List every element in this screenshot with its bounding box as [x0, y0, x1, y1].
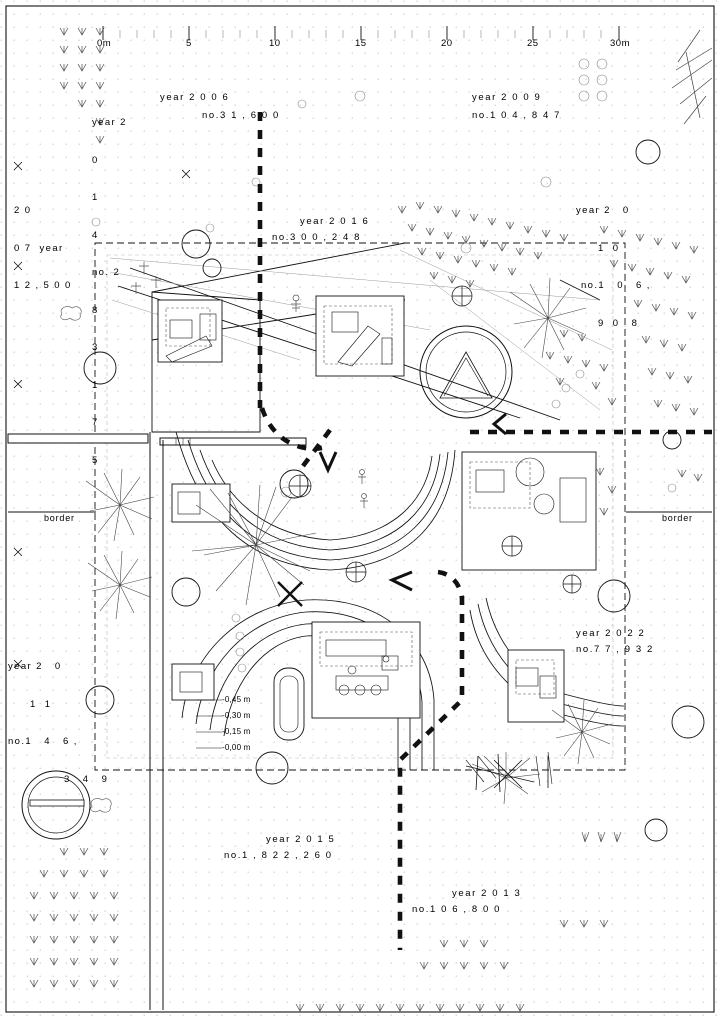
- depth-label-015: -0,15 m: [222, 727, 251, 736]
- vline-0: year 2 0: [576, 205, 630, 216]
- annotation-2011-vertical: [8, 636, 108, 811]
- vline-4: no. 2: [92, 267, 121, 278]
- vline-5: 8: [92, 304, 99, 316]
- border-label-right: border: [662, 513, 693, 523]
- annotation-2022-no: no.7 7 , 9 3 2: [576, 644, 654, 655]
- annotation-2013-year: year 2 0 1 3: [452, 888, 522, 899]
- annotation-2009-no: no.1 0 4 , 8 4 7: [472, 110, 561, 121]
- vline-6: 3: [92, 342, 99, 353]
- annotation-2006-no: no.3 1 , 6 0 0: [202, 110, 280, 121]
- vline-8: 7: [92, 417, 99, 428]
- vline-0: year 2: [92, 117, 127, 128]
- scale-tick-30m: 30m: [610, 38, 630, 49]
- vline-2: no.1 4 6 ,: [8, 736, 78, 747]
- annotation-2022-year: year 2 0 2 2: [576, 628, 646, 639]
- depth-label-030: -0,30 m: [222, 711, 251, 720]
- annotation-2013-no: no.1 0 6 , 8 0 0: [412, 904, 501, 915]
- annotation-2007-vertical: [14, 180, 72, 318]
- vline-3: 4: [92, 229, 99, 241]
- scale-tick-5: 5: [186, 38, 192, 49]
- vline-7: 1: [92, 379, 99, 391]
- depth-label-000: -0,00 m: [222, 743, 251, 752]
- vline-1: 0: [92, 154, 99, 166]
- annotation-2016-no: no.3 0 0 , 2 4 8: [272, 232, 361, 243]
- scale-tick-20: 20: [441, 38, 453, 49]
- vline-3: 9 0 8: [598, 317, 639, 329]
- annotation-2015-year: year 2 0 1 5: [266, 834, 336, 845]
- annotation-2016-year: year 2 0 1 6: [300, 216, 370, 227]
- border-label-left: border: [44, 513, 75, 523]
- vline-2: no.1 0 6 ,: [581, 280, 651, 291]
- annotation-2015-no: no.1 , 8 2 2 , 2 6 0: [224, 850, 333, 861]
- annotation-2010-vertical: [576, 180, 651, 355]
- vline-9: 5: [92, 454, 99, 466]
- vline-2: 1: [92, 192, 99, 203]
- annotation-2009-year: year 2 0 0 9: [472, 92, 542, 103]
- scale-tick-0m: 0m: [97, 38, 112, 49]
- annotation-2006-year: year 2 0 0 6: [160, 92, 230, 103]
- vline-0: 2 0: [14, 205, 32, 216]
- annotation-2014-vertical: [92, 92, 127, 492]
- vline-2: 1 2 , 5 0 0: [14, 280, 72, 291]
- vline-1: 0 7 year: [14, 242, 64, 254]
- depth-label-045: -0,45 m: [222, 695, 251, 704]
- scale-tick-15: 15: [355, 38, 367, 49]
- scale-tick-10: 10: [269, 38, 281, 49]
- scale-tick-25: 25: [527, 38, 539, 49]
- vline-3: 3 4 9: [64, 773, 109, 785]
- vline-1: 1 0: [598, 242, 620, 254]
- vline-1: 1 1: [30, 698, 52, 710]
- vline-0: year 2 0: [8, 661, 62, 672]
